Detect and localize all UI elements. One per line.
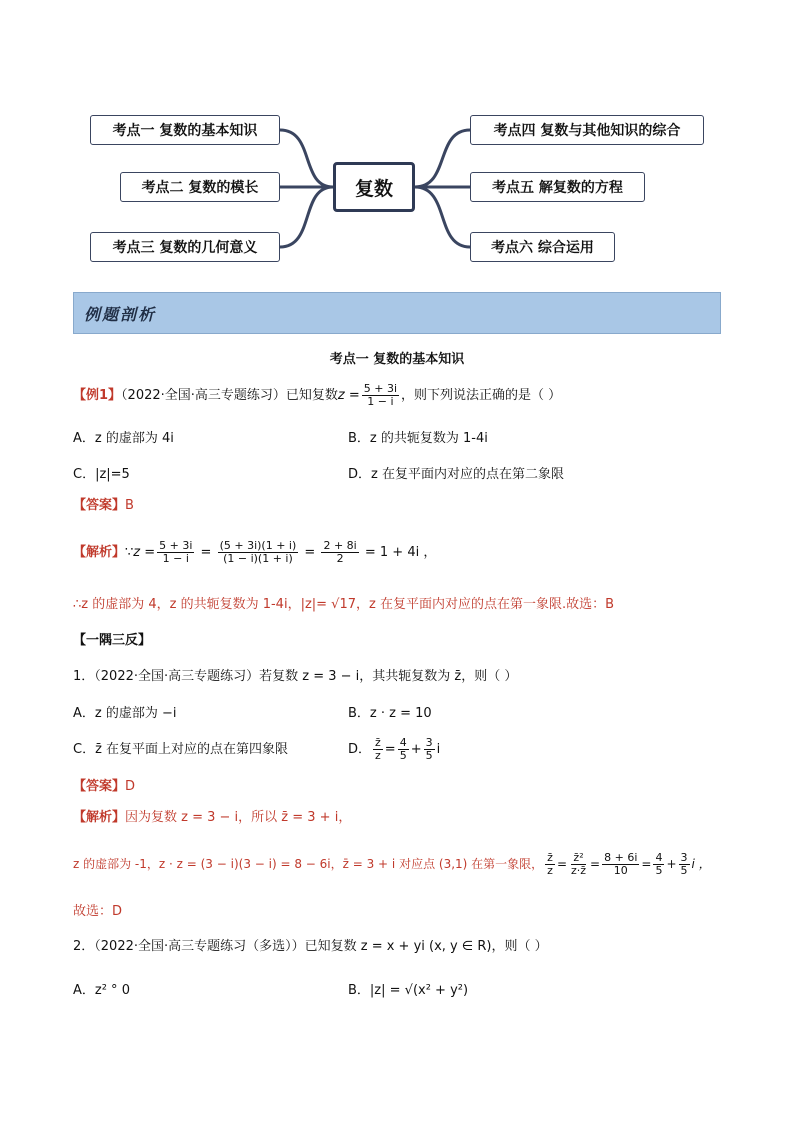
fraction: $\frac{3}{5}$ <box>425 736 433 762</box>
example-1-stem: 【例1】（2022·全国·高三专题练习）已知复数z = $\frac{5 + 3i}{1 - i}$ ，则下列说法正确的是（ ） <box>73 382 562 408</box>
answer-line: 【答案】D <box>73 779 136 794</box>
analysis-line: 【解析】∵z = $\frac{5 + 3i}{1 - i}$ = $\frac{(5 + 3i)(1 + i)}{(1 - i)(1 + i)}$ = $\frac{2 + 8i}{2}$ = 1 + 4i ， <box>73 539 437 565</box>
practice-tag: 【一隅三反】 <box>73 633 152 648</box>
fraction: $\frac{z̄}{z}$ <box>375 736 381 762</box>
example-tag: 【例1】 <box>73 388 122 403</box>
fraction: $\frac{5 + 3i}{1 - i}$ <box>159 539 193 565</box>
mindmap-center: 复数 <box>333 162 415 212</box>
fraction: $\frac{4}{5}$ <box>655 851 663 877</box>
question-2-stem: 2．（2022·全国·高三专题练习（多选））已知复数 z = x + yi (x, y ∈ R)，则（ ） <box>73 939 548 954</box>
option-a: A．z² ° 0 <box>73 983 130 998</box>
question-1-stem: 1．（2022·全国·高三专题练习）若复数 z = 3 − i，其共轭复数为 z̄，则（ ） <box>73 669 518 684</box>
option-d: D．z 在复平面内对应的点在第二象限 <box>348 467 564 482</box>
mindmap-node-right-2: 考点五 解复数的方程 <box>470 172 645 202</box>
option-b: B．|z| = √(x² + y²) <box>348 983 469 998</box>
option-c: C．z̄ 在复平面上对应的点在第四象限 <box>73 742 289 757</box>
mindmap-node-right-1: 考点四 复数与其他知识的综合 <box>470 115 704 145</box>
conclusion-line: ∴z 的虚部为 4，z 的共轭复数为 1-4i，|z|= √17，z 在复平面内对应的点在第一象限.故选：B <box>73 597 615 612</box>
section-title: 考点一 复数的基本知识 <box>329 352 465 367</box>
mindmap-node-right-3: 考点六 综合运用 <box>470 232 615 262</box>
option-a: A．z 的虚部为 −i <box>73 706 177 721</box>
mindmap-node-left-2: 考点二 复数的模长 <box>120 172 280 202</box>
fraction: $\frac{z̄}{z}$ <box>547 851 553 877</box>
fraction: $\frac{5 + 3i}{1 - i}$ <box>363 382 398 408</box>
option-d: D． $\frac{z̄}{z}$ = $\frac{4}{5}$ + $\frac{3}{5}$ i <box>348 736 441 762</box>
option-b: B．z 的共轭复数为 1-4i <box>348 431 488 446</box>
final-line: 故选：D <box>73 904 123 919</box>
fraction: $\frac{3}{5}$ <box>680 851 688 877</box>
mindmap-node-left-1: 考点一 复数的基本知识 <box>90 115 280 145</box>
analysis-line-2: z 的虚部为 -1，z · z = (3 − i)(3 − i) = 8 − 6i，z̄ = 3 + i 对应点 (3,1) 在第一象限， $\frac{z̄}{z}$ = $\frac{\text{z̄²}}{z\cdot z̄}$ = $\frac{8 + 6i}{10}$ = $\frac{4}{5}$ + $\frac{3}{5}$ i ， <box>73 851 711 877</box>
option-b: B．z · z = 10 <box>348 706 432 721</box>
answer-line: 【答案】B <box>73 498 134 513</box>
fraction: $\frac{(5 + 3i)(1 + i)}{(1 - i)(1 + i)}$ <box>219 539 297 565</box>
fraction: $\frac{2 + 8i}{2}$ <box>323 539 357 565</box>
mindmap-node-left-3: 考点三 复数的几何意义 <box>90 232 280 262</box>
section-banner: 例题剖析 <box>73 292 721 334</box>
fraction: $\frac{\text{z̄²}}{z\cdot z̄}$ <box>571 851 587 877</box>
analysis-line: 【解析】因为复数 z = 3 − i，所以 z̄ = 3 + i， <box>73 810 352 825</box>
fraction: $\frac{8 + 6i}{10}$ <box>604 851 638 877</box>
fraction: $\frac{4}{5}$ <box>399 736 407 762</box>
option-c: C．|z|=5 <box>73 467 130 482</box>
option-a: A．z 的虚部为 4i <box>73 431 174 446</box>
